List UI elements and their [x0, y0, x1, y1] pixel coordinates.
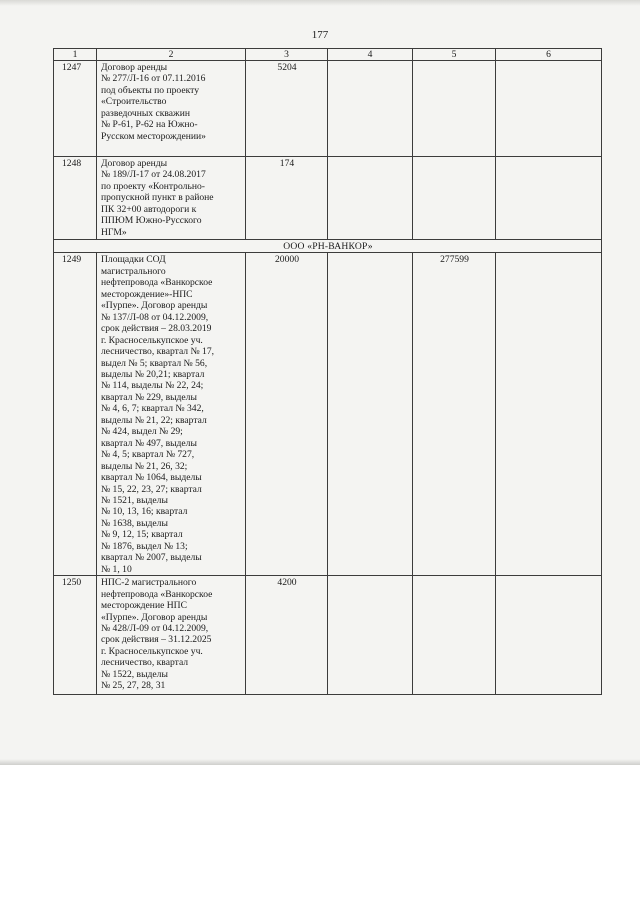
register-table — [53, 48, 602, 695]
organization-row — [54, 240, 602, 253]
page-number: 177 — [311, 29, 329, 41]
header-cell: 5 — [413, 49, 496, 61]
row-col4 — [328, 576, 413, 695]
row-description: Договор аренды № 189/Л-17 от 24.08.2017 по проекту «Контрольно- пропускной пункт в районе ПК 32+00 автодороги к ППЮМ Южно-Русского НГМ» — [97, 157, 246, 240]
row-description: Договор аренды № 277/Л-16 от 07.11.2016 под объекты по проекту «Строительство разведочных скважин № Р-61, Р-62 на Южно- Русском месторождении» — [97, 61, 246, 157]
row-area: 4200 — [246, 576, 328, 695]
row-col5 — [413, 576, 496, 695]
table-row — [54, 61, 602, 157]
row-number: 1250 — [54, 576, 97, 695]
row-number: 1248 — [54, 157, 97, 240]
row-col4 — [328, 157, 413, 240]
row-description: Площадки СОД магистрального нефтепровода «Ванкорское месторождение»-НПС «Пурпе». Договор аренды № 137/Л-08 от 04.12.2009, срок действия – 28.03.2019 г. Красноселькупское уч. лесничество, квартал № 17, выдел № 5; квартал № 56, выделы № 20,21; квартал № 114, выделы № 22, 24; квартал № 229, выделы № 4, 6, 7; квартал № 342, выделы № 21, 22; квартал № 424, выдел № 29; квартал № 497, выделы № 4, 5; квартал № 727, выделы № 21, 26, 32; квартал № 1064, выделы № 15, 22, 23, 27; квартал № 1521, выделы № 10, 13, 16; квартал № 1638, выделы № 9, 12, 15; квартал № 1876, выдел № 13; квартал № 2007, выделы № 1, 10 — [97, 253, 246, 576]
scan-bottom-edge — [0, 759, 640, 765]
row-col6 — [496, 157, 602, 240]
row-col5 — [413, 157, 496, 240]
header-cell: 4 — [328, 49, 413, 61]
organization-title: ООО «РН-ВАНКОР» — [54, 240, 602, 253]
table-row — [54, 157, 602, 240]
row-number: 1247 — [54, 61, 97, 157]
row-col4 — [328, 253, 413, 576]
header-cell: 6 — [496, 49, 602, 61]
header-cell: 3 — [246, 49, 328, 61]
row-number: 1249 — [54, 253, 97, 576]
row-description: НПС-2 магистрального нефтепровода «Ванкорское месторождение НПС «Пурпе». Договор аренды № 428/Л-09 от 04.12.2009, срок действия – 31.12.2025 г. Красноселькупское уч. лесничество, квартал № 1522, выделы № 25, 27, 28, 31 — [97, 576, 246, 695]
row-col6 — [496, 61, 602, 157]
row-area: 20000 — [246, 253, 328, 576]
header-cell: 2 — [97, 49, 246, 61]
row-col5: 277599 — [413, 253, 496, 576]
header-cell: 1 — [54, 49, 97, 61]
row-area: 174 — [246, 157, 328, 240]
row-area: 5204 — [246, 61, 328, 157]
row-col4 — [328, 61, 413, 157]
row-col6 — [496, 253, 602, 576]
row-col5 — [413, 61, 496, 157]
table-row — [54, 576, 602, 695]
row-col6 — [496, 576, 602, 695]
scan-top-edge — [0, 0, 640, 6]
table-row — [54, 253, 602, 576]
header-row — [54, 49, 602, 61]
